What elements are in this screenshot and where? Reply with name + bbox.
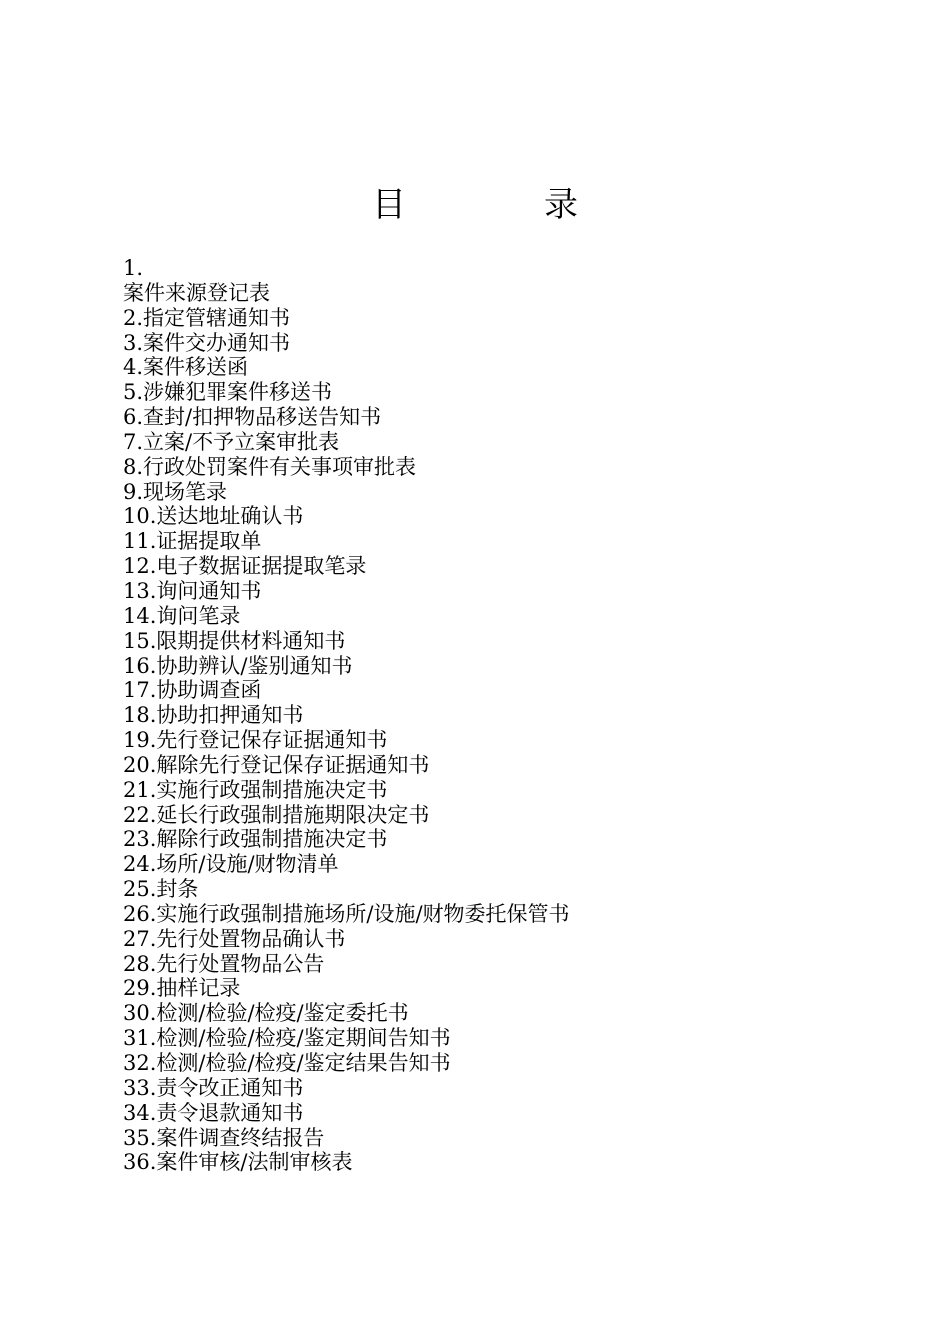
toc-entry: 18.协助扣押通知书 [123, 703, 304, 728]
toc-entry: 10.送达地址确认书 [123, 504, 304, 529]
toc-entry: 29.抽样记录 [123, 976, 241, 1001]
toc-entry: 4.案件移送函 [123, 355, 249, 380]
toc-entry: 28.先行处置物品公告 [123, 951, 325, 976]
toc-entry: 12.电子数据证据提取笔录 [123, 554, 367, 579]
toc-entry: 35.案件调查终结报告 [123, 1125, 325, 1150]
toc-entry: 6.查封/扣押物品移送告知书 [123, 405, 382, 430]
toc-entry: 33.责令改正通知书 [123, 1075, 304, 1100]
toc-entry: 17.协助调查函 [123, 678, 262, 703]
toc-entry: 27.先行处置物品确认书 [123, 926, 346, 951]
toc-entry: 19.先行登记保存证据通知书 [123, 728, 388, 753]
toc-entry: 32.检测/检验/检疫/鉴定结果告知书 [123, 1051, 451, 1075]
toc-entry: 24.场所/设施/财物清单 [123, 852, 339, 877]
toc-entry: 34.责令退款通知书 [123, 1100, 304, 1125]
toc-entry: 13.询问通知书 [123, 578, 262, 603]
toc-entry: 16.协助辨认/鉴别通知书 [123, 653, 353, 678]
toc-entry: 26.实施行政强制措施场所/设施/财物委托保管书 [123, 901, 570, 926]
toc-entry: 5.涉嫌犯罪案件移送书 [123, 380, 333, 405]
toc-entry: 21.实施行政强制措施决定书 [123, 777, 388, 802]
toc-entry: 15.限期提供材料通知书 [123, 628, 346, 653]
toc-entry: 23.解除行政强制措施决定书 [123, 827, 388, 852]
toc-entry: 案件来源登记表 [123, 280, 270, 305]
toc-entry: 11.证据提取单 [123, 529, 262, 554]
page-title: 目 录 [372, 185, 630, 225]
toc-entry: 8.行政处罚案件有关事项审批表 [123, 454, 417, 479]
toc-entry: 2.指定管辖通知书 [123, 305, 291, 330]
toc-entry: 1. [123, 256, 144, 280]
toc-entry: 36.案件审核/法制审核表 [123, 1150, 353, 1175]
toc-entry: 30.检测/检验/检疫/鉴定委托书 [123, 1001, 409, 1026]
toc-entry: 3.案件交办通知书 [123, 330, 291, 355]
toc-entry: 7.立案/不予立案审批表 [123, 429, 340, 454]
toc-entry: 31.检测/检验/检疫/鉴定期间告知书 [123, 1026, 451, 1051]
toc-entry: 25.封条 [123, 877, 199, 902]
table-of-contents [123, 256, 823, 1175]
toc-entry: 9.现场笔录 [123, 479, 228, 504]
toc-entry: 14.询问笔录 [123, 603, 241, 628]
toc-entry: 20.解除先行登记保存证据通知书 [123, 752, 430, 777]
toc-entry: 22.延长行政强制措施期限决定书 [123, 802, 430, 827]
